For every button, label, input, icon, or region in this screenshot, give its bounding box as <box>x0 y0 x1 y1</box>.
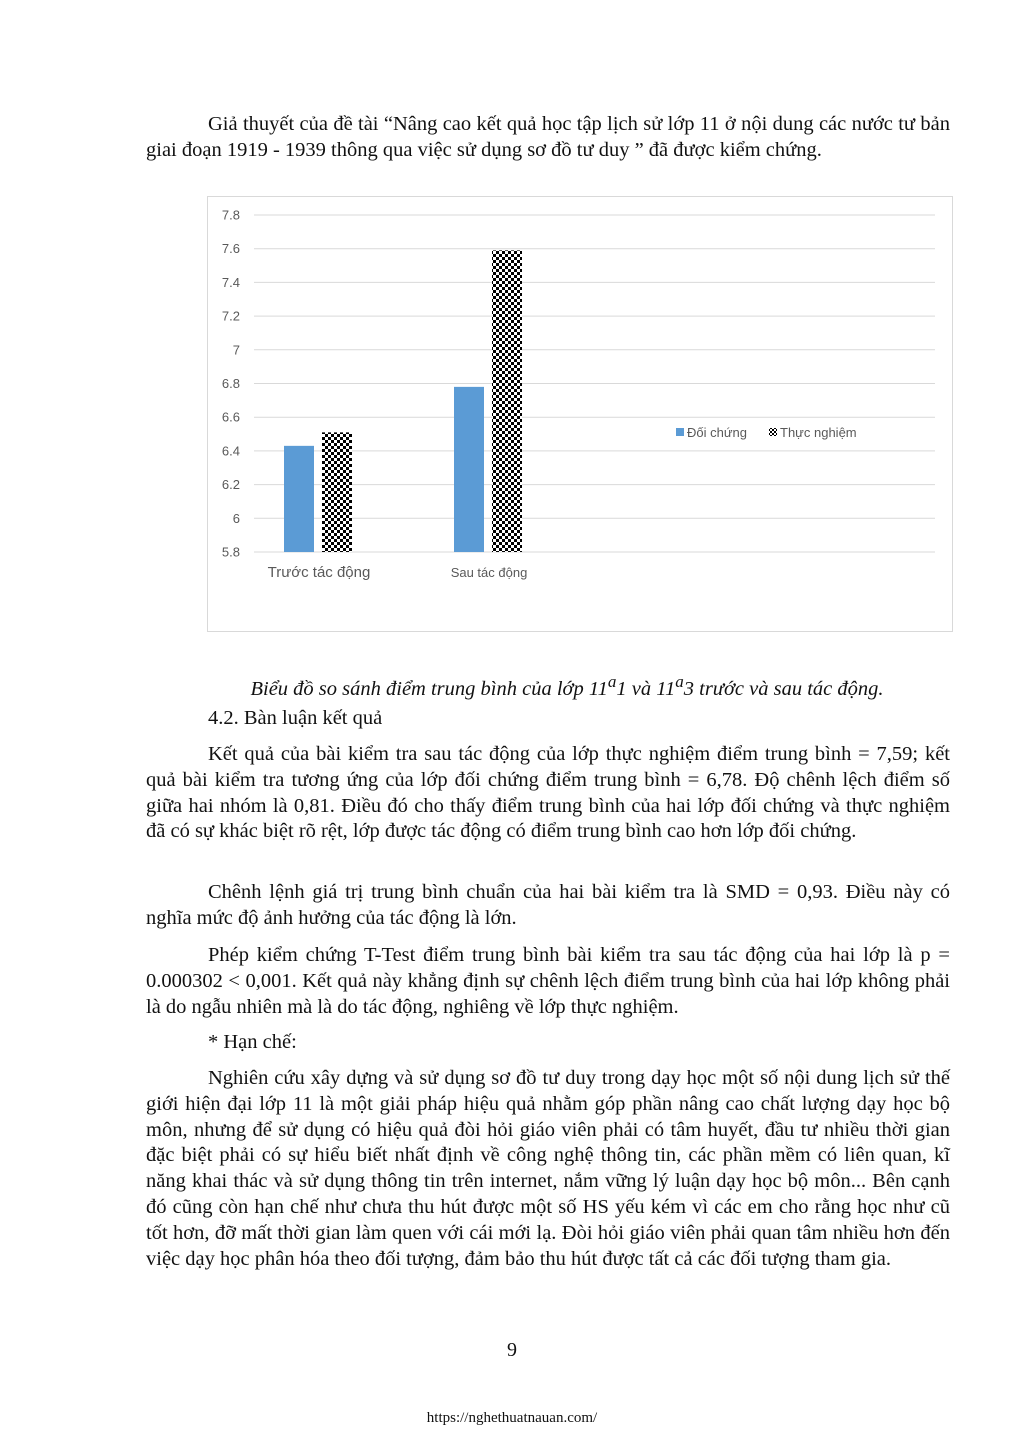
legend-swatch <box>769 428 777 436</box>
caption-sup1: a <box>607 672 617 691</box>
legend-label: Thực nghiệm <box>780 425 857 440</box>
bar-experimental-0 <box>322 432 352 552</box>
limitations-paragraph: Nghiên cứu xây dựng và sử dụng sơ đồ tư duy trong dạy học một số nội dung lịch sử thế giới hiện đại lớp 11 là một giải pháp hiệu quả nhằm góp phần nâng cao chất lượng dạy học bộ môn, nhưng để sử dụng có hiệu quả đòi hỏi giáo viên phải có tâm huyết, đầu tư nhiều thời gian đặc biệt phải có sự hiểu biết nhất định về công nghệ thông tin, các phần mềm có liên quan, kĩ năng khai thác và sử dụng thông tin trên internet, nắm vững lý luận dạy học bộ môn... Bên cạnh đó cũng còn hạn chế như chưa thu hút được một số HS yếu kém vì các em cho rằng học như cũ tốt hơn, đỡ mất thời gian làm quen với cái mới lạ. Đòi hỏi giáo viên phải quan tâm nhiều hơn đến việc dạy học phân hóa theo đối tượng, đảm bảo thu hút được tất cả các đối tượng tham gia. <box>146 1067 950 1270</box>
y-tick-label: 6 <box>232 510 240 526</box>
y-tick-label: 7.6 <box>221 241 240 257</box>
x-category-label: Trước tác động <box>267 564 371 581</box>
y-tick-label: 6.2 <box>221 477 240 493</box>
results-paragraph: Kết quả của bài kiểm tra sau tác động của lớp thực nghiệm điểm trung bình = 7,59; kết quả bài kiểm tra tương ứng của lớp đối chứng điểm trung bình = 6,78. Độ chênh lệch điểm số giữa hai nhóm là 0,81. Điều đó cho thấy điểm trung bình của hai lớp đối chứng và thực nghiệm đã có sự khác biệt rõ rệt, lớp được tác động có điểm trung bình cao hơn lớp đối chứng. <box>146 743 950 843</box>
caption-part1: Biểu đồ so sánh điểm trung bình của lớp 11 <box>250 677 608 700</box>
bars <box>284 250 522 552</box>
page-number: 9 <box>507 1339 517 1361</box>
caption-sup2: a <box>675 672 684 691</box>
y-tick-label: 7.8 <box>221 207 240 223</box>
caption-part3: 3 trước và sau tác động. <box>683 677 884 700</box>
footer-url[interactable]: https://nghethuatnauan.com/ <box>426 1410 598 1426</box>
y-tick-label: 7 <box>232 342 240 358</box>
y-tick-label: 6.4 <box>221 443 240 459</box>
bar-control-0 <box>284 446 314 552</box>
x-category-label: Sau tác động <box>450 565 528 580</box>
bar-control-1 <box>454 387 484 552</box>
gridlines <box>254 215 935 552</box>
legend-swatch <box>676 428 684 436</box>
smd-paragraph: Chênh lệnh giá trị trung bình chuẩn của hai bài kiểm tra là SMD = 0,93. Điều này có nghĩa mức độ ảnh hưởng của tác động là lớn. <box>146 881 950 929</box>
legend-label: Đối chứng <box>687 425 748 440</box>
y-tick-label: 6.6 <box>221 409 240 425</box>
y-tick-label: 7.4 <box>221 274 240 290</box>
intro-paragraph: Giả thuyết của đề tài “Nâng cao kết quả học tập lịch sử lớp 11 ở nội dung các nước tư bản giai đoạn 1919 - 1939 thông qua việc sử dụng sơ đồ tư duy ” đã được kiểm chứng. <box>146 113 950 161</box>
y-tick-label: 7.2 <box>221 308 240 324</box>
y-tick-label: 6.8 <box>221 376 240 391</box>
legend <box>676 425 857 440</box>
x-axis-categories <box>268 564 528 581</box>
chart-canvas <box>208 197 952 631</box>
bar-chart <box>207 196 953 632</box>
caption-part2: 1 và 11 <box>616 677 676 700</box>
y-axis-ticks <box>222 208 240 560</box>
limitations-heading: * Hạn chế: <box>208 1031 297 1053</box>
section-heading: 4.2. Bàn luận kết quả <box>208 707 383 729</box>
y-tick-label: 5.8 <box>221 544 240 560</box>
chart-caption <box>146 669 950 702</box>
ttest-paragraph: Phép kiểm chứng T-Test điểm trung bình bài kiểm tra sau tác động của hai lớp là p = 0.000302 < 0,001. Kết quả này khẳng định sự chênh lệch điểm trung bình của hai lớp không phải là do ngẫu nhiên mà là do tác động, nghiêng về lớp thực nghiệm. <box>146 944 950 1018</box>
bar-experimental-1 <box>492 250 522 552</box>
